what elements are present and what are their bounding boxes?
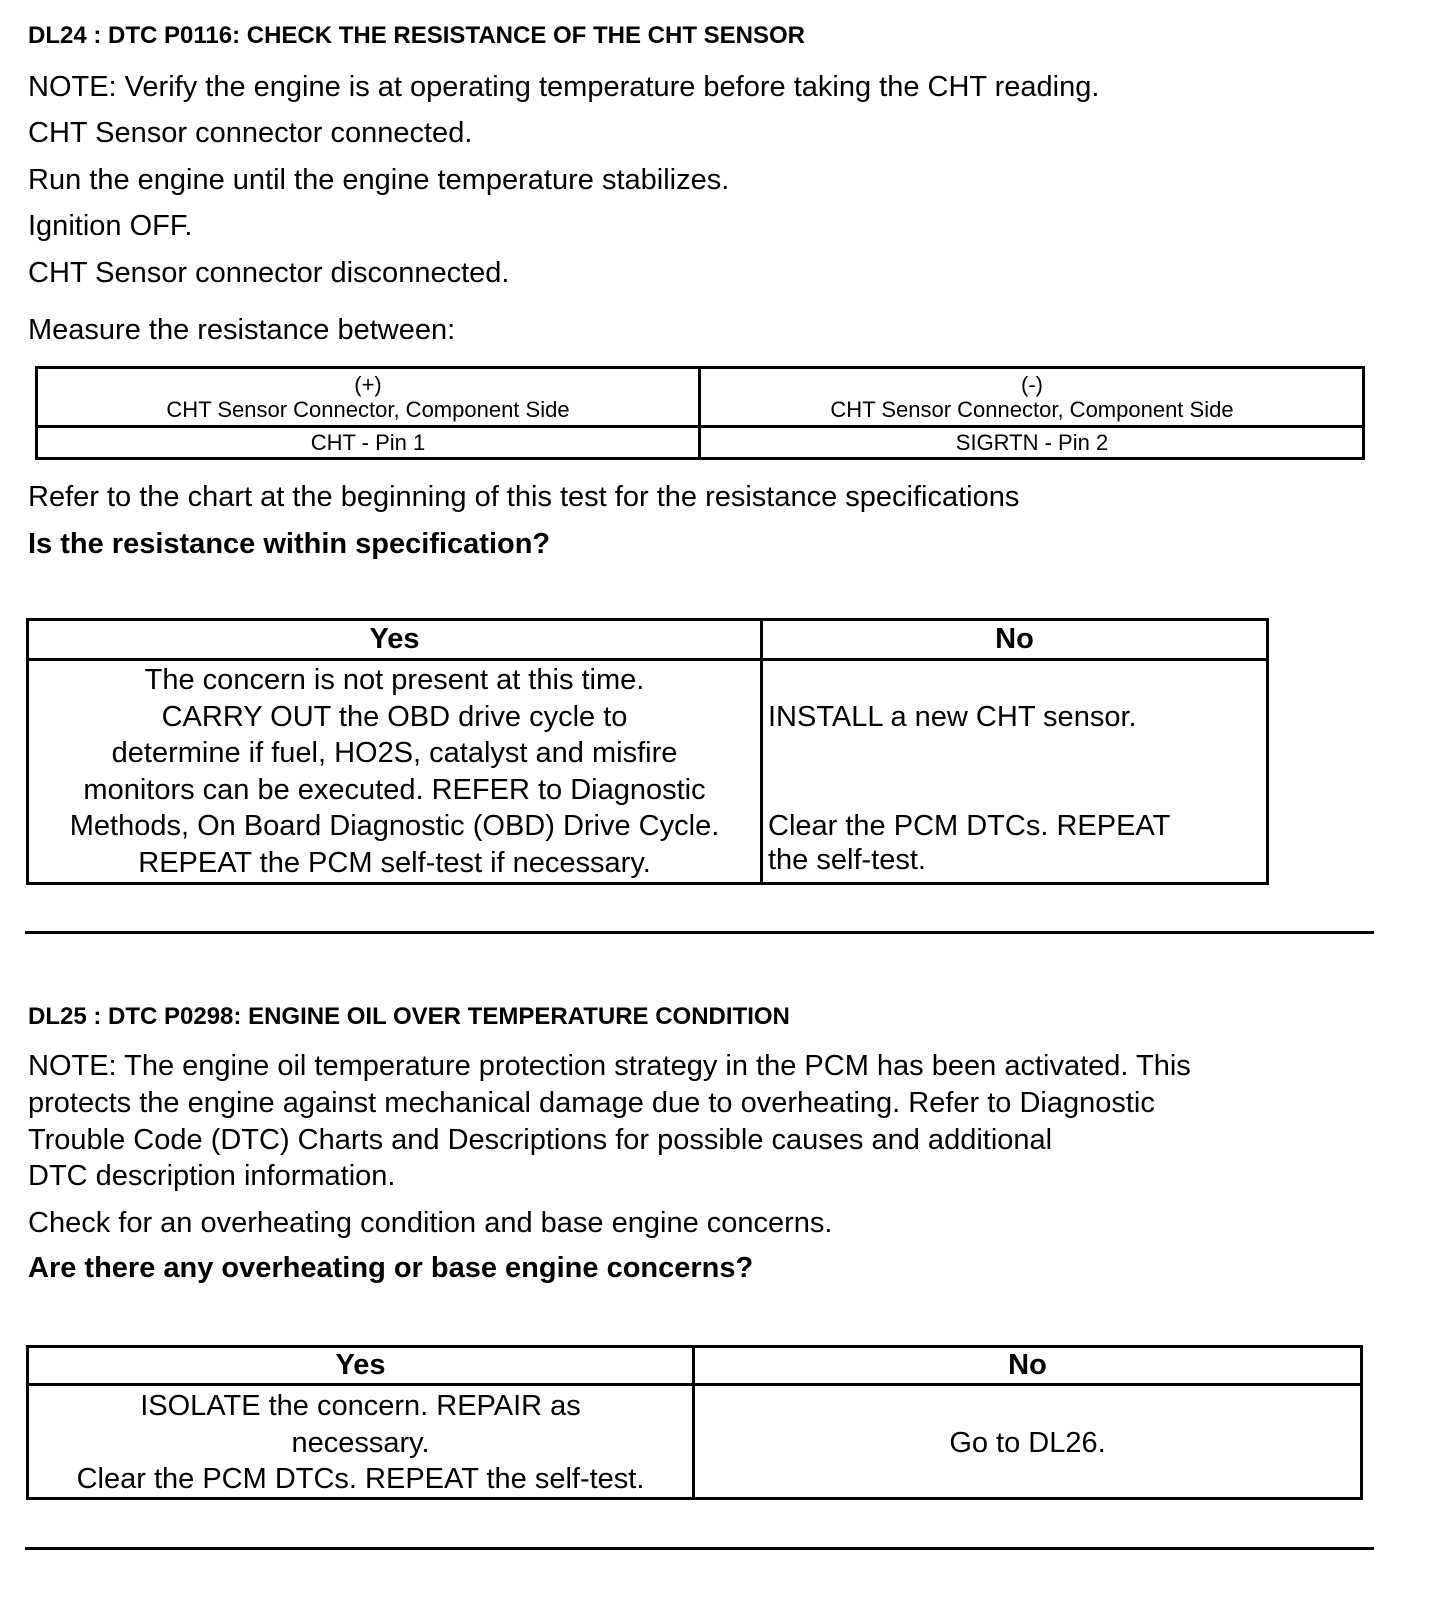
dl24-step: Measure the resistance between:: [28, 314, 456, 346]
minus-header: [701, 372, 1363, 422]
minus-label: CHT Sensor Connector, Component Side: [830, 397, 1234, 422]
plus-pin: CHT - Pin 1: [310, 430, 426, 455]
yes-line: Clear the PCM DTCs. REPEAT the self-test.: [76, 1463, 645, 1495]
dl25-note: NOTE: The engine oil temperature protection strategy in the PCM has been activated. This: [28, 1050, 1191, 1082]
yes-line: The concern is not present at this time.: [144, 664, 645, 696]
plus-label: CHT Sensor Connector, Component Side: [166, 397, 570, 422]
yes-header: Yes: [369, 623, 420, 655]
dl25-heading: DL25 : DTC P0298: ENGINE OIL OVER TEMPERATURE CONDITION: [28, 1003, 790, 1030]
dl24-question: Is the resistance within specification?: [28, 528, 551, 560]
dl24-note: NOTE: Verify the engine is at operating temperature before taking the CHT reading.: [28, 71, 1100, 103]
yes-line: REPEAT the PCM self-test if necessary.: [138, 846, 651, 879]
yes-line: CARRY OUT the OBD drive cycle to: [161, 700, 628, 733]
plus-header: [38, 372, 698, 422]
no-header: No: [995, 623, 1034, 655]
yes-header: Yes: [335, 1349, 386, 1381]
dl24-step: Run the engine until the engine temperature stabilizes.: [28, 164, 730, 196]
no-header: No: [1008, 1349, 1047, 1381]
dl24-step: CHT Sensor connector connected.: [28, 117, 473, 149]
no-text: INSTALL a new CHT sensor.: [768, 701, 1137, 733]
section-divider: [25, 1547, 1374, 1550]
yes-line: necessary.: [291, 1426, 430, 1459]
yes-text: [29, 1388, 692, 1498]
plus-sign: (+): [354, 372, 382, 397]
no-text: the self-test.: [768, 844, 926, 876]
divider: [35, 425, 1365, 428]
dl24-step: Ignition OFF.: [28, 210, 193, 242]
minus-sign: (-): [1021, 372, 1043, 397]
dl25-check: Check for an overheating condition and base engine concerns.: [28, 1207, 833, 1239]
no-text: Clear the PCM DTCs. REPEAT: [768, 810, 1171, 842]
minus-pin: SIGRTN - Pin 2: [955, 430, 1109, 455]
divider: [26, 658, 1269, 661]
yes-line: Methods, On Board Diagnostic (OBD) Drive Cycle.: [69, 810, 720, 842]
yes-line: determine if fuel, HO2S, catalyst and misfire: [111, 737, 678, 769]
dl25-note: DTC description information.: [28, 1160, 396, 1192]
refer-text: Refer to the chart at the beginning of this test for the resistance specifications: [28, 481, 1020, 513]
dl25-question: Are there any overheating or base engine concerns?: [28, 1252, 754, 1284]
section-divider: [25, 931, 1374, 934]
yes-text: [29, 662, 760, 881]
dl25-note: Trouble Code (DTC) Charts and Descriptions for possible causes and additional: [28, 1124, 1053, 1156]
no-text: Go to DL26.: [949, 1427, 1106, 1459]
dl25-note: protects the engine against mechanical damage due to overheating. Refer to Diagnostic: [28, 1087, 1155, 1119]
yes-line: monitors can be executed. REFER to Diagnostic: [83, 773, 706, 806]
yes-line: ISOLATE the concern. REPAIR as: [140, 1390, 581, 1422]
dl24-heading: DL24 : DTC P0116: CHECK THE RESISTANCE OF THE CHT SENSOR: [28, 22, 805, 49]
dl24-step: CHT Sensor connector disconnected.: [28, 257, 510, 289]
